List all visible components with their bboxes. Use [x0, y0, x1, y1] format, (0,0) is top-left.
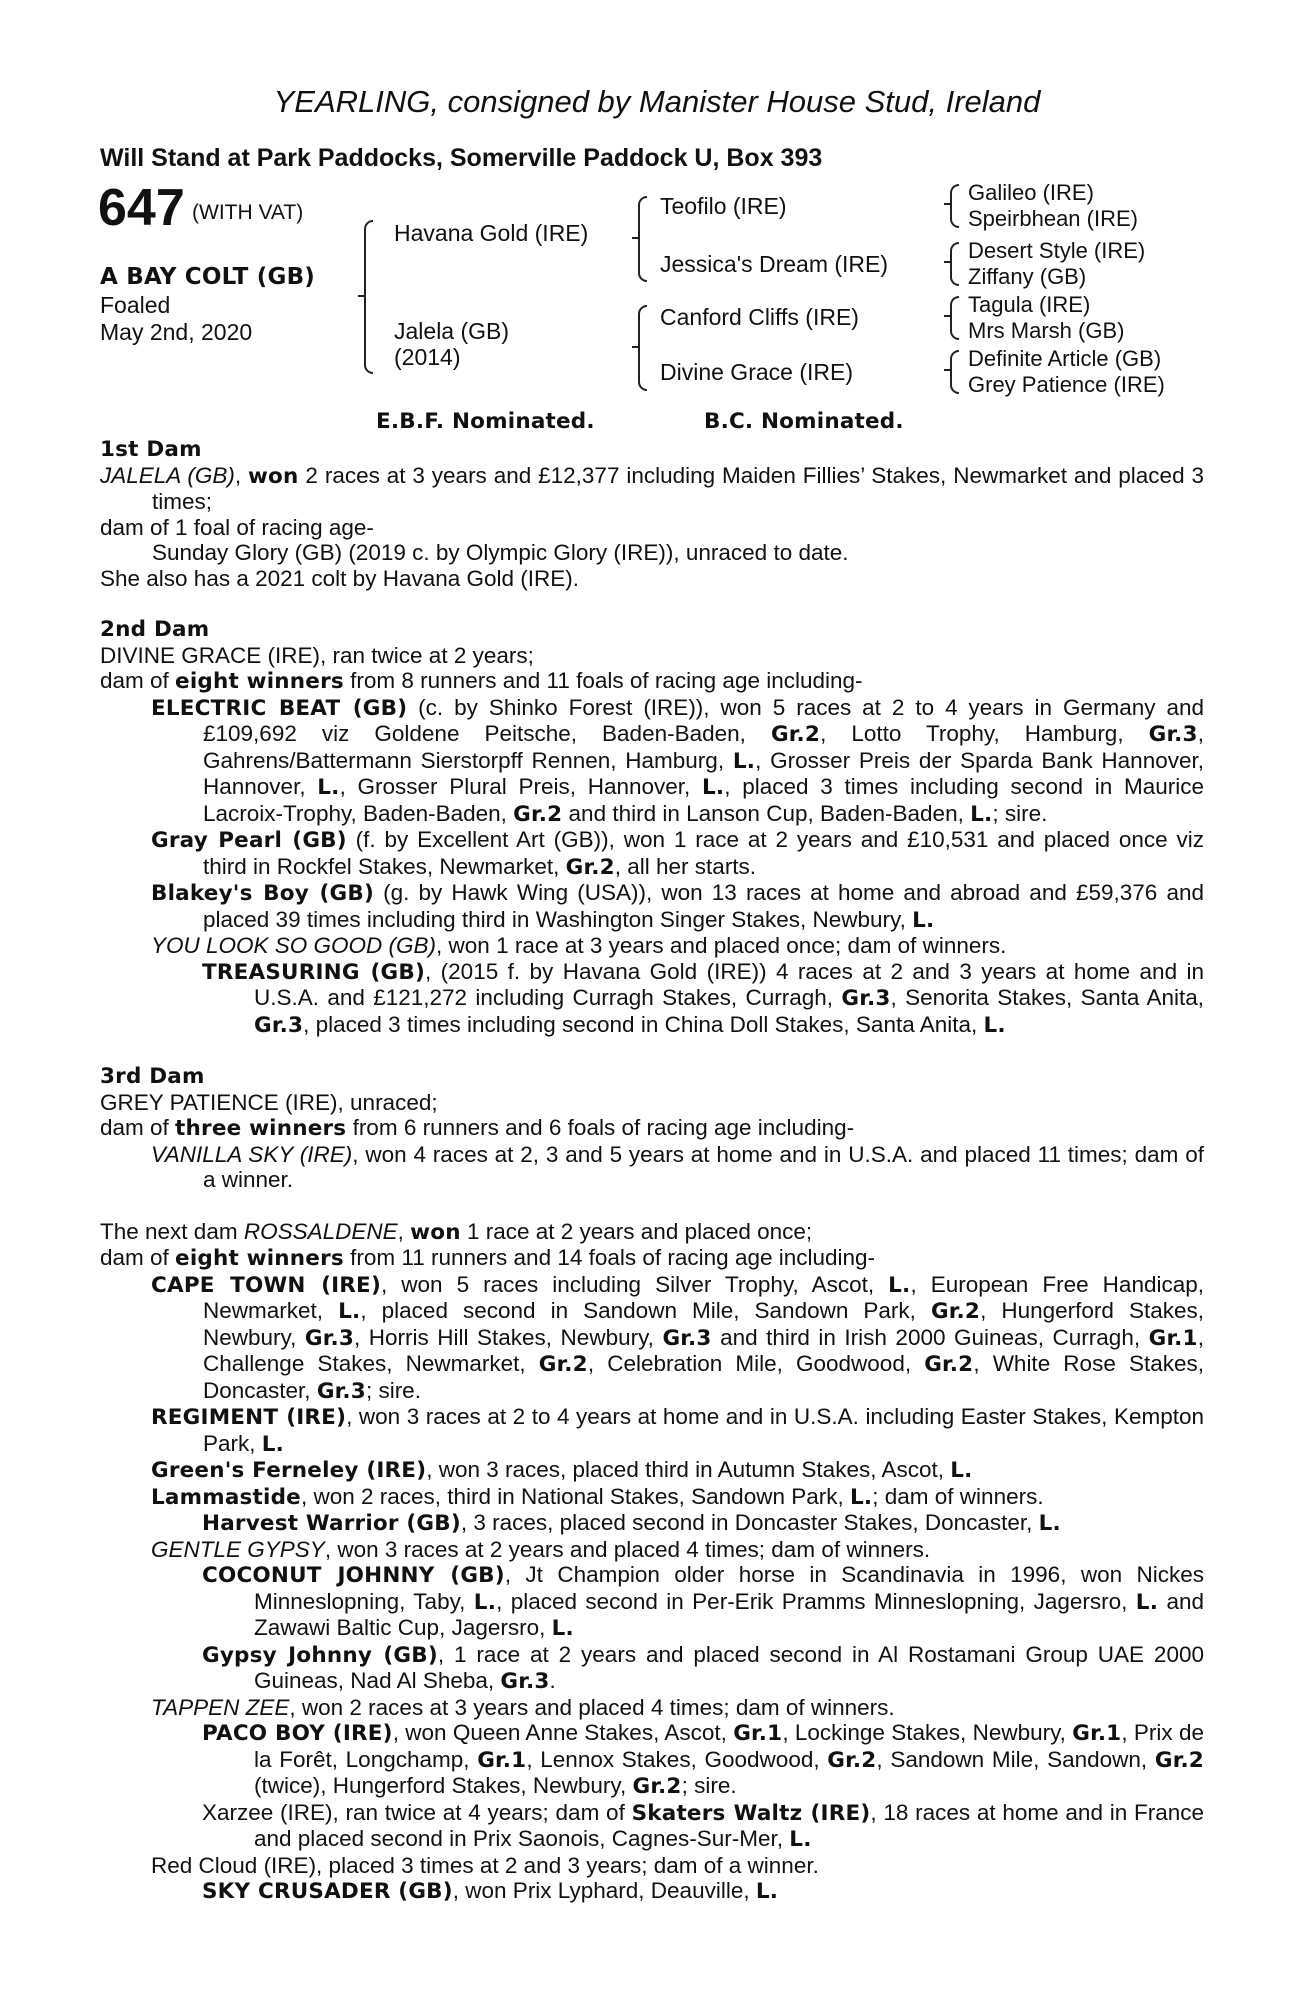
- list-item: Blakey's Boy (GB) (g. by Hawk Wing (USA)), won 13 races at home and abroad and £59,376 and placed 39 times including third in Washington Singer Stakes, Newbury, L.: [151, 880, 1205, 933]
- pedigree-dam-sire: Canford Cliffs (IRE): [660, 304, 859, 330]
- list-item: Gray Pearl (GB) (f. by Excellent Art (GB)), won 1 race at 2 years and £10,531 and placed once viz third in Rockfel Stakes, Newmarket, Gr.2, all her starts.: [151, 827, 1204, 880]
- list-item: GENTLE GYPSY, won 3 races at 2 years and placed 4 times; dam of winners.: [151, 1536, 931, 1562]
- third-dam-produce: dam of three winners from 6 runners and 6 foals of racing age including-: [100, 1115, 855, 1141]
- pedigree-brace-main: [364, 220, 373, 374]
- pedigree-ssd: Speirbhean (IRE): [968, 206, 1138, 231]
- list-item: COCONUT JOHNNY (GB), Jt Champion older horse in Scandinavia in 1996, won Nickes Minneslopning, Taby, L., placed second in Per-Erik Pramms Minneslopning, Jagersro, L. and Zawawi Baltic Cup, Jagersro, L.: [202, 1562, 1205, 1641]
- pedigree-brace-sire-tick: [632, 237, 638, 239]
- list-item: CAPE TOWN (IRE), won 5 races including Silver Trophy, Ascot, L., European Free Handicap, Newmarket, L., placed second in Sandown Mile, Sandown Park, Gr.2, Hungerford Stakes, Newbury, Gr.3, Horris Hill Stakes, Newbury, Gr.3 and third in Irish 2000 Guineas, Curragh, Gr.1, Challenge Stakes, Newmarket, Gr.2, Celebration Mile, Goodwood, Gr.2, White Rose Stakes, Doncaster, Gr.3; sire.: [151, 1271, 1205, 1404]
- list-item: Harvest Warrior (GB), 3 races, placed second in Doncaster Stakes, Doncaster, L.: [202, 1510, 1061, 1536]
- list-item: SKY CRUSADER (GB), won Prix Lyphard, Deauville, L.: [202, 1878, 779, 1904]
- list-item: Red Cloud (IRE), placed 3 times at 2 and 3 years; dam of a winner.: [151, 1852, 819, 1878]
- pedigree-dss: Tagula (IRE): [968, 292, 1091, 317]
- list-item: VANILLA SKY (IRE), won 4 races at 2, 3 and 5 years at home and in U.S.A. and placed 11 times; dam of a winner.: [151, 1141, 1205, 1192]
- list-item: Gypsy Johnny (GB), 1 race at 2 years and placed second in Al Rostamani Group UAE 2000 Guineas, Nad Al Sheba, Gr.3.: [202, 1641, 1204, 1694]
- third-dam-line: GREY PATIENCE (IRE), unraced;: [100, 1089, 438, 1115]
- bc-nomination: B.C. Nominated.: [704, 409, 904, 434]
- pedigree-brace-dam-tick: [632, 346, 638, 348]
- ebf-nomination: E.B.F. Nominated.: [376, 409, 595, 434]
- second-dam-produce: dam of eight winners from 8 runners and 11 foals of racing age including-: [100, 668, 863, 694]
- foaled-info: [100, 292, 252, 346]
- pedigree-sire-sire: Teofilo (IRE): [660, 193, 787, 219]
- list-item: YOU LOOK SO GOOD (GB), won 1 race at 3 years and placed once; dam of winners.: [151, 933, 1007, 958]
- first-dam-note: She also has a 2021 colt by Havana Gold (IRE).: [100, 565, 580, 591]
- pedigree-brace-ss-tick: [944, 203, 950, 205]
- pedigree-brace-ss: [950, 184, 959, 228]
- first-dam-record: JALELA (GB), won 2 races at 3 years and £12,377 including Maiden Fillies’ Stakes, Newmarket and placed 3 times;: [100, 462, 1204, 514]
- third-dam-heading: 3rd Dam: [100, 1064, 205, 1089]
- first-dam-produce: dam of 1 foal of racing age-: [100, 514, 374, 540]
- pedigree-dam-dam: Divine Grace (IRE): [660, 359, 853, 385]
- pedigree-ddd: Grey Patience (IRE): [968, 372, 1165, 397]
- second-dam-heading: 2nd Dam: [100, 617, 210, 642]
- pedigree-brace-sd: [950, 242, 959, 286]
- page-title: YEARLING, consigned by Manister House Stud, Ireland: [273, 84, 1041, 119]
- list-item: Lammastide, won 2 races, third in National Stakes, Sandown Park, L.; dam of winners.: [151, 1483, 1044, 1510]
- pedigree-brace-dd-tick: [944, 369, 950, 371]
- list-item: PACO BOY (IRE), won Queen Anne Stakes, Ascot, Gr.1, Lockinge Stakes, Newbury, Gr.1, Prix de la Forêt, Longchamp, Gr.1, Lennox Stakes, Goodwood, Gr.2, Sandown Mile, Sandown, Gr.2 (twice), Hungerford Stakes, Newbury, Gr.2; sire.: [202, 1720, 1204, 1799]
- foaled-label: Foaled: [100, 292, 171, 318]
- catalogue-body: [100, 437, 1204, 1905]
- second-dam-line: DIVINE GRACE (IRE), ran twice at 2 years;: [100, 642, 534, 668]
- list-item: REGIMENT (IRE), won 3 races at 2 to 4 years at home and in U.S.A. including Easter Stakes, Kempton Park, L.: [151, 1404, 1204, 1457]
- first-dam-foal: Sunday Glory (GB) (2019 c. by Olympic Glory (IRE)), unraced to date.: [152, 540, 849, 565]
- pedigree-dam-year: (2014): [394, 344, 461, 370]
- pedigree-brace-dam: [638, 305, 647, 391]
- list-item: Green's Ferneley (IRE), won 3 races, placed third in Autumn Stakes, Ascot, L.: [151, 1457, 973, 1483]
- pedigree-brace-main-tick: [358, 295, 364, 297]
- next-dam-produce: dam of eight winners from 11 runners and 14 foals of racing age including-: [100, 1245, 876, 1271]
- dam-name: JALELA (GB): [100, 462, 235, 488]
- pedigree-brace-ds-tick: [944, 315, 950, 317]
- pedigree-brace-ds: [950, 296, 959, 340]
- pedigree-sire: Havana Gold (IRE): [394, 220, 589, 246]
- stand-location: Will Stand at Park Paddocks, Somerville Paddock U, Box 393: [100, 144, 823, 172]
- next-dam-line: The next dam ROSSALDENE, won 1 race at 2 years and placed once;: [100, 1218, 813, 1245]
- pedigree-sds: Desert Style (IRE): [968, 238, 1146, 263]
- lot-number: 647: [98, 179, 185, 237]
- pedigree-sire-dam: Jessica's Dream (IRE): [660, 251, 889, 277]
- list-item: Xarzee (IRE), ran twice at 4 years; dam of Skaters Waltz (IRE), 18 races at home and in France and placed second in Prix Saonois, Cagnes-Sur-Mer, L.: [202, 1799, 1204, 1852]
- pedigree-brace-sd-tick: [944, 261, 950, 263]
- pedigree-dam: Jalela (GB): [394, 318, 510, 344]
- list-item: TAPPEN ZEE, won 2 races at 3 years and placed 4 times; dam of winners.: [151, 1694, 895, 1720]
- pedigree-dds: Definite Article (GB): [968, 346, 1162, 371]
- list-item: ELECTRIC BEAT (GB) (c. by Shinko Forest (IRE)), won 5 races at 2 to 4 years in Germany and £109,692 viz Goldene Peitsche, Baden-Baden, Gr.2, Lotto Trophy, Hamburg, Gr.3, Gahrens/Battermann Sierstorpff Rennen, Hamburg, L., Grosser Preis der Sparda Bank Hannover, Hannover, L., Grosser Plural Preis, Hannover, L., placed 3 times including second in Maurice Lacroix-Trophy, Baden-Baden, Gr.2 and third in Lanson Cup, Baden-Baden, L.; sire.: [151, 694, 1204, 827]
- list-item: TREASURING (GB), (2015 f. by Havana Gold (IRE)) 4 races at 2 and 3 years at home and in U.S.A. and £121,272 including Curragh Stakes, Curragh, Gr.3, Senorita Stakes, Santa Anita, Gr.3, placed 3 times including second in China Doll Stakes, Santa Anita, L.: [202, 958, 1204, 1038]
- pedigree-dsd: Mrs Marsh (GB): [968, 318, 1125, 343]
- pedigree-sdd: Ziffany (GB): [968, 264, 1087, 289]
- pedigree-sss: Galileo (IRE): [968, 180, 1094, 205]
- pedigree-brace-dd: [950, 350, 959, 394]
- pedigree-brace-sire: [638, 196, 647, 282]
- lot-name: A BAY COLT (GB): [100, 264, 316, 290]
- vat-note: (WITH VAT): [192, 201, 304, 224]
- won-label: won: [248, 463, 299, 489]
- foaled-date: May 2nd, 2020: [100, 319, 253, 345]
- first-dam-heading: 1st Dam: [100, 437, 202, 462]
